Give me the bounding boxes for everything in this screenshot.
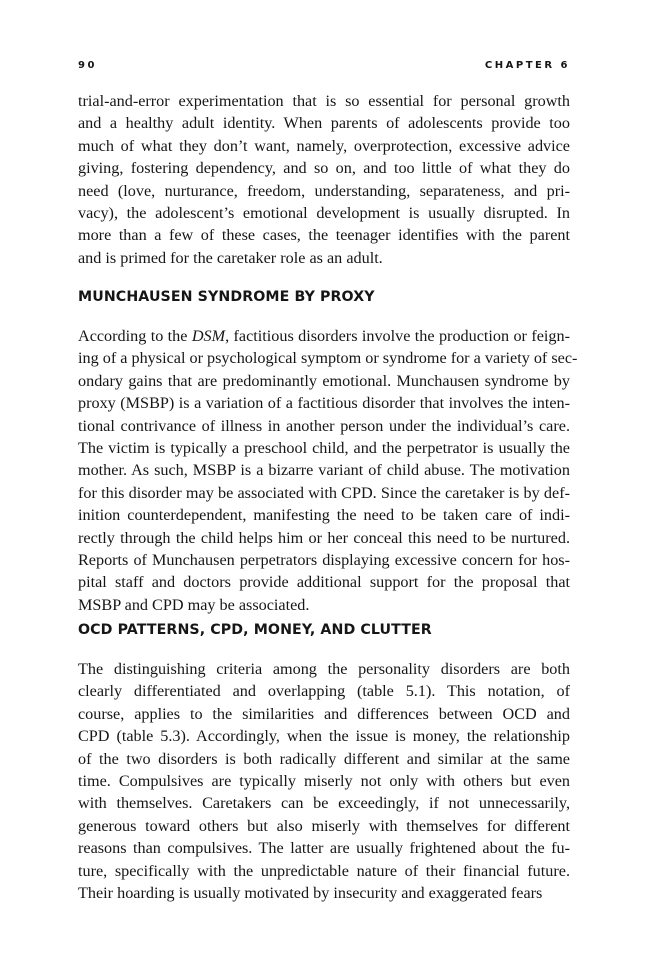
paragraph-adolescent-development [78, 90, 570, 269]
text-line: ing of a physical or psychological symptom or syndrome for a variety of sec- [78, 349, 578, 368]
text-line: pital staff and doctors provide additional support for the proposal that [78, 573, 570, 592]
page-number: 90 [78, 60, 97, 71]
text-line: According to the DSM, factitious disorders involve the production or feign- [78, 327, 570, 345]
text-line: The distinguishing criteria among the personality disorders are both [78, 660, 570, 678]
text-line: mother. As such, MSBP is a bizarre variant of child abuse. The motivation [78, 461, 570, 480]
text-line: MSBP and CPD may be associated. [78, 595, 310, 614]
text-line: course, applies to the similarities and differences between OCD and [78, 704, 570, 723]
text-line: proxy (MSBP) is a variation of a factitious disorder that involves the inten- [78, 394, 570, 413]
section-heading-munchausen: MUNCHAUSEN SYNDROME BY PROXY [78, 289, 375, 305]
text-line: ondary gains that are predominantly emotional. Munchausen syndrome by [78, 371, 570, 390]
chapter-label: CHAPTER 6 [484, 60, 570, 71]
text-line: of the two disorders is both radically different and similar at the same [78, 749, 570, 768]
text-line: rectly through the child helps him or her conceal this need to be nurtured. [78, 528, 570, 547]
text-line: and is primed for the caretaker role as an adult. [78, 248, 383, 267]
text-line: and a healthy adult identity. When parents of adolescents provide too [78, 114, 570, 133]
text-line: tional contrivance of illness in another person under the individual’s care. [78, 416, 570, 435]
text-line: generous toward others but also miserly with themselves for different [78, 816, 570, 835]
text-line: giving, fostering dependency, and so on, and too little of what they do [78, 159, 570, 178]
text-line: more than a few of these cases, the teenager identifies with the parent [78, 226, 570, 245]
text-line: Reports of Munchausen perpetrators displaying excessive concern for hos- [78, 550, 570, 569]
text-line: ture, specifically with the unpredictable nature of their financial future. [78, 861, 570, 880]
text-line: reasons than compulsives. The latter are usually frightened about the fu- [78, 839, 570, 858]
text-line: CPD (table 5.3). Accordingly, when the issue is money, the relationship [78, 727, 570, 746]
text-line: The victim is typically a preschool child, and the perpetrator is usually the [78, 438, 570, 457]
text-line: clearly differentiated and overlapping (table 5.1). This notation, of [78, 682, 570, 701]
paragraph-munchausen [78, 325, 578, 616]
text-line: vacy), the adolescent’s emotional development is usually disrupted. In [78, 203, 570, 222]
text-line: Their hoarding is usually motivated by insecurity and exaggerated fears [78, 883, 543, 902]
paragraph-ocd-patterns [78, 658, 570, 904]
text-line: time. Compulsives are typically miserly not only with others but even [78, 771, 570, 790]
text-line: for this disorder may be associated with CPD. Since the caretaker is by def- [78, 483, 570, 502]
section-heading-ocd-patterns: OCD PATTERNS, CPD, MONEY, AND CLUTTER [78, 622, 432, 638]
text-line: need (love, nurturance, freedom, understanding, separateness, and pri- [78, 181, 570, 200]
running-head [78, 60, 570, 76]
text-line: much of what they don’t want, namely, overprotection, excessive advice [78, 136, 570, 155]
text-line: inition counterdependent, manifesting the need to be taken care of indi- [78, 506, 570, 525]
text-line: trial-and-error experimentation that is so essential for personal growth [78, 92, 570, 110]
text-line: with themselves. Caretakers can be exceedingly, if not unnecessarily, [78, 794, 570, 813]
